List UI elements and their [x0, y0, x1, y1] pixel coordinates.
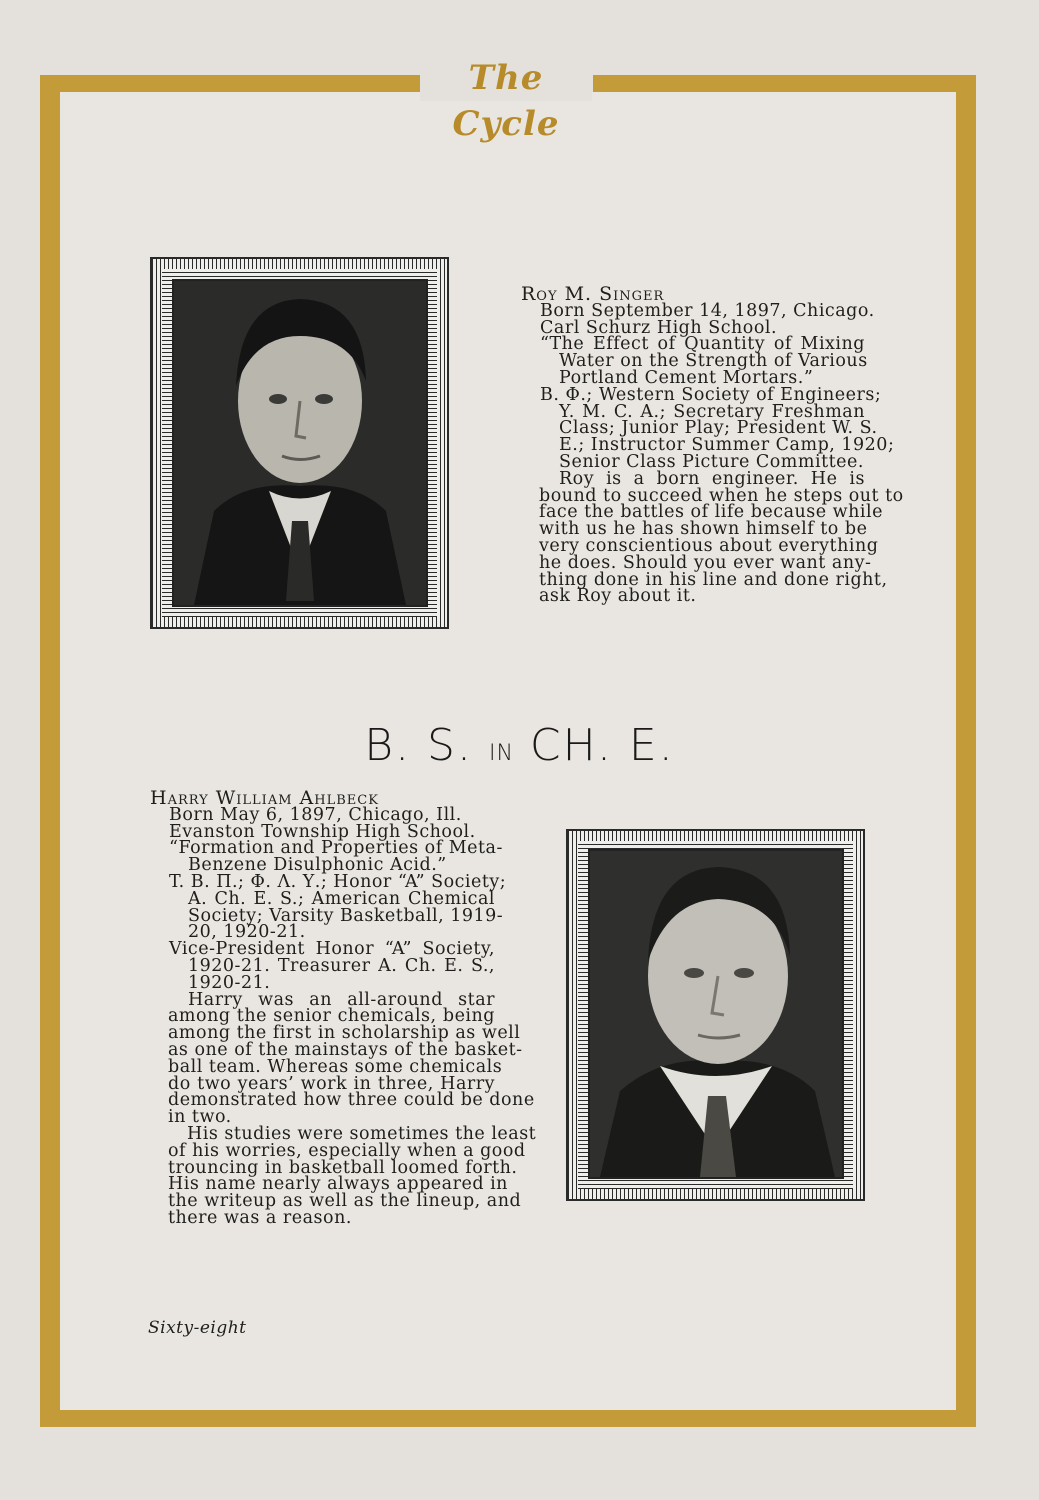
bio-line: Vice-President Honor “A” Society, — [169, 939, 495, 960]
bio-line: E.; Instructor Summer Camp, 1920; — [559, 435, 895, 456]
bio-line: Evanston Township High School. — [169, 821, 476, 842]
bio-line: 1920-21. Treasurer A. Ch. E. S., — [188, 955, 495, 976]
bio-line: ball team. Whereas some chemicals — [168, 1056, 503, 1077]
bio-line: thing done in his line and done right, — [539, 569, 888, 590]
section-title — [0, 720, 1039, 771]
bio-line: “Formation and Properties of Meta- — [169, 838, 503, 859]
bio-line: Roy is a born engineer. He is — [559, 468, 865, 489]
bio-line: there was a reason. — [168, 1207, 352, 1228]
person-name: Roy M. Singer — [521, 283, 665, 305]
person-name: Harry William Ahlbeck — [150, 787, 379, 809]
bio-line: A. Ch. E. S.; American Chemical — [188, 888, 495, 909]
bio-line: Portland Cement Mortars.” — [559, 367, 814, 388]
bio-line: Senior Class Picture Committee. — [559, 451, 864, 472]
bio-line: face the battles of life because while — [539, 502, 883, 523]
bio-singer — [521, 283, 904, 607]
section-title-small: IN — [488, 741, 514, 766]
bio-line: His name nearly always appeared in — [168, 1174, 508, 1195]
portrait-photo-ahlbeck — [588, 849, 844, 1179]
bio-ahlbeck — [150, 787, 537, 1228]
bio-line: the writeup as well as the lineup, and — [168, 1191, 522, 1212]
bio-line: Benzene Disulphonic Acid.” — [188, 855, 447, 876]
bio-line: Y. M. C. A.; Secretary Freshman — [559, 401, 865, 422]
bio-line: bound to succeed when he steps out to — [539, 485, 904, 506]
border-top-right — [593, 75, 976, 92]
bio-line: B. Φ.; Western Society of Engineers; — [540, 384, 882, 405]
bio-line: of his worries, especially when a good — [168, 1140, 526, 1161]
bio-line: Society; Varsity Basketball, 1919- — [188, 905, 504, 926]
bio-line: Water on the Strength of Various — [559, 351, 868, 372]
bio-line: Harry was an all-around star — [188, 989, 495, 1010]
bio-line: Born September 14, 1897, Chicago. — [540, 300, 875, 321]
bio-line: ask Roy about it. — [539, 586, 697, 607]
bio-line: Class; Junior Play; President W. S. — [559, 418, 878, 439]
bio-line: he does. Should you ever want any- — [539, 552, 872, 573]
border-bottom — [40, 1410, 976, 1427]
bio-line: Carl Schurz High School. — [540, 317, 778, 338]
bio-line: among the senior chemicals, being — [168, 1006, 495, 1027]
page-number-label: Sixty-eight — [148, 1318, 247, 1338]
bio-line: as one of the mainstays of the basket- — [168, 1039, 523, 1060]
bio-line: do two years’ work in three, Harry — [168, 1073, 495, 1094]
bio-line: “The Effect of Quantity of Mixing — [540, 334, 865, 355]
bio-line: T. B. Π.; Φ. Λ. Υ.; Honor “A” Society; — [169, 871, 507, 892]
portrait-frame-singer — [150, 257, 449, 629]
bio-line: in two. — [168, 1107, 232, 1128]
bio-line: demonstrated how three could be done — [168, 1090, 535, 1111]
bio-line: Born May 6, 1897, Chicago, Ill. — [169, 804, 462, 825]
section-title-end: CH. E. — [529, 720, 675, 771]
section-title-main: B. S. — [364, 720, 473, 771]
portrait-frame-ahlbeck — [566, 829, 865, 1201]
bio-line: His studies were sometimes the least — [187, 1123, 537, 1144]
bio-line: very conscientious about everything — [539, 535, 879, 556]
bio-line: trouncing in basketball loomed forth. — [168, 1157, 518, 1178]
portrait-photo-singer — [172, 279, 428, 607]
bio-line: with us he has shown himself to be — [539, 519, 868, 540]
page-header-title: The Cycle — [420, 55, 592, 101]
border-top-left — [40, 75, 422, 92]
bio-line: 1920-21. — [188, 972, 271, 993]
bio-line: among the first in scholarship as well — [168, 1023, 521, 1044]
bio-line: 20, 1920-21. — [188, 922, 306, 943]
